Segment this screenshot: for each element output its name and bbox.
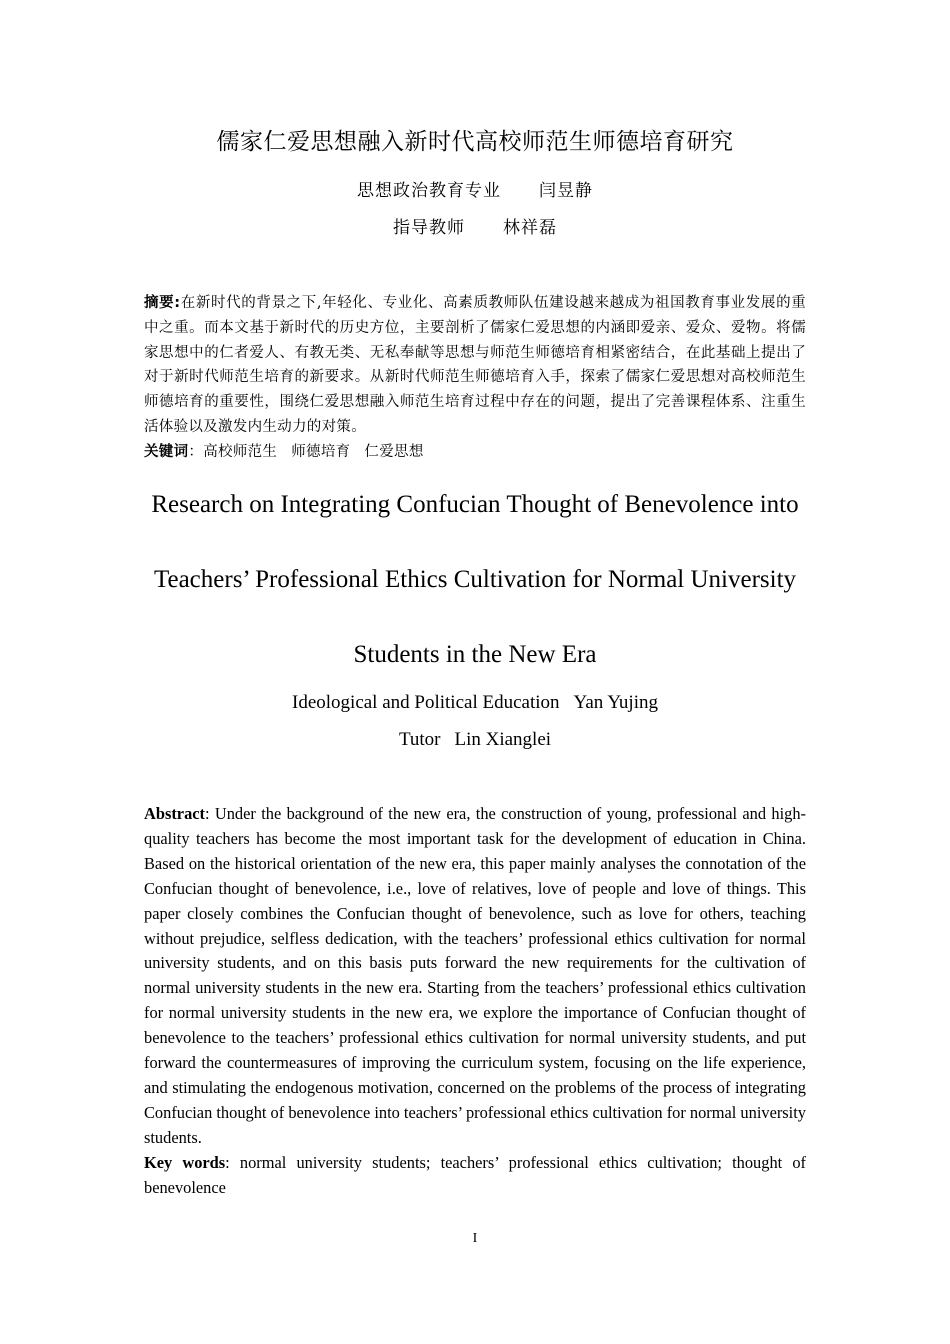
english-keywords-label: Key words bbox=[144, 1153, 226, 1172]
english-abstract-label: Abstract bbox=[144, 804, 205, 823]
english-tutor-label: Tutor bbox=[398, 729, 441, 750]
chinese-keyword: 师德培育 bbox=[291, 444, 351, 460]
chinese-tutor-label: 指导教师 bbox=[393, 218, 465, 238]
english-author-line bbox=[0, 690, 950, 716]
chinese-abstract-text: 在新时代的背景之下,年轻化、专业化、高素质教师队伍建设越来越成为祖国教育事业发展的重中之重。而本文基于新时代的历史方位，主要剖析了儒家仁爱思想的内涵即爱亲、爱众、爱物。将儒家思想中的仁者爱人、有教无类、无私奉献等思想与师范生师德培育相紧密结合，在此基础上提出了对于新时代师范生培育的新要求。从新时代师范生师德培育入手，探索了儒家仁爱思想对高校师范生师德培育的重要性，围绕仁爱思想融入师范生培育过程中存在的问题，提出了完善课程体系、注重生活体验以及激发内生动力的对策。 bbox=[144, 295, 806, 435]
chinese-major: 思想政治教育专业 bbox=[357, 181, 501, 201]
english-tutor-line bbox=[0, 727, 950, 753]
chinese-tutor-line bbox=[0, 216, 950, 240]
english-keywords-text: : normal university students; teachers’ professional ethics cultivation; thought of benevolence bbox=[144, 1153, 806, 1197]
chinese-keyword: 仁爱思想 bbox=[364, 444, 424, 460]
english-title: Research on Integrating Confucian Thought of Benevolence into Teachers’ Professional Ethics Cultivation for Normal University Students in the New Era bbox=[151, 491, 799, 668]
chinese-keywords: 关键词：高校师范生 师德培育 仁爱思想 bbox=[144, 444, 424, 460]
english-abstract bbox=[144, 802, 806, 1151]
chinese-author-name: 闫昱静 bbox=[539, 181, 593, 201]
chinese-keyword: 高校师范生 bbox=[203, 444, 278, 460]
chinese-title: 儒家仁爱思想融入新时代高校师范生师德培育研究 bbox=[216, 129, 734, 155]
english-keywords bbox=[144, 1151, 806, 1201]
english-abstract-text: : Under the background of the new era, the construction of young, professional and high-quality teachers has become the most important task for the development of education in China. Based on the historical orientation of the new era, this paper mainly analyses the connotation of the Confucian thought of benevolence, i.e., love of relatives, love of people and love of things. This paper closely combines the Confucian thought of benevolence, such as love for others, teaching without prejudice, selfless dedication, with the teachers’ professional ethics cultivation for normal university students, and on this basis puts forward the new requirements for the cultivation of normal university students in the new era. Starting from the teachers’ professional ethics cultivation for normal university students in the new era, we explore the importance of Confucian thought of benevolence to the teachers’ professional ethics cultivation for normal university students, and put forward the countermeasures of improving the curriculum system, focusing on the life experience, and stimulating the endogenous motivation, concerned on the problems of the process of integrating Confucian thought of benevolence into teachers’ professional ethics cultivation for normal university students. bbox=[144, 804, 806, 1147]
chinese-author-line bbox=[0, 179, 950, 203]
english-author-name: Yan Yujing bbox=[573, 692, 658, 713]
chinese-keywords-label: 关键词 bbox=[144, 444, 189, 460]
chinese-tutor-name: 林祥磊 bbox=[503, 218, 557, 238]
page-number: I bbox=[472, 1231, 478, 1246]
chinese-abstract-label: 摘要: bbox=[144, 295, 181, 311]
english-major: Ideological and Political Education bbox=[292, 692, 560, 713]
english-tutor-name: Lin Xianglei bbox=[454, 729, 552, 750]
chinese-abstract bbox=[144, 291, 806, 440]
